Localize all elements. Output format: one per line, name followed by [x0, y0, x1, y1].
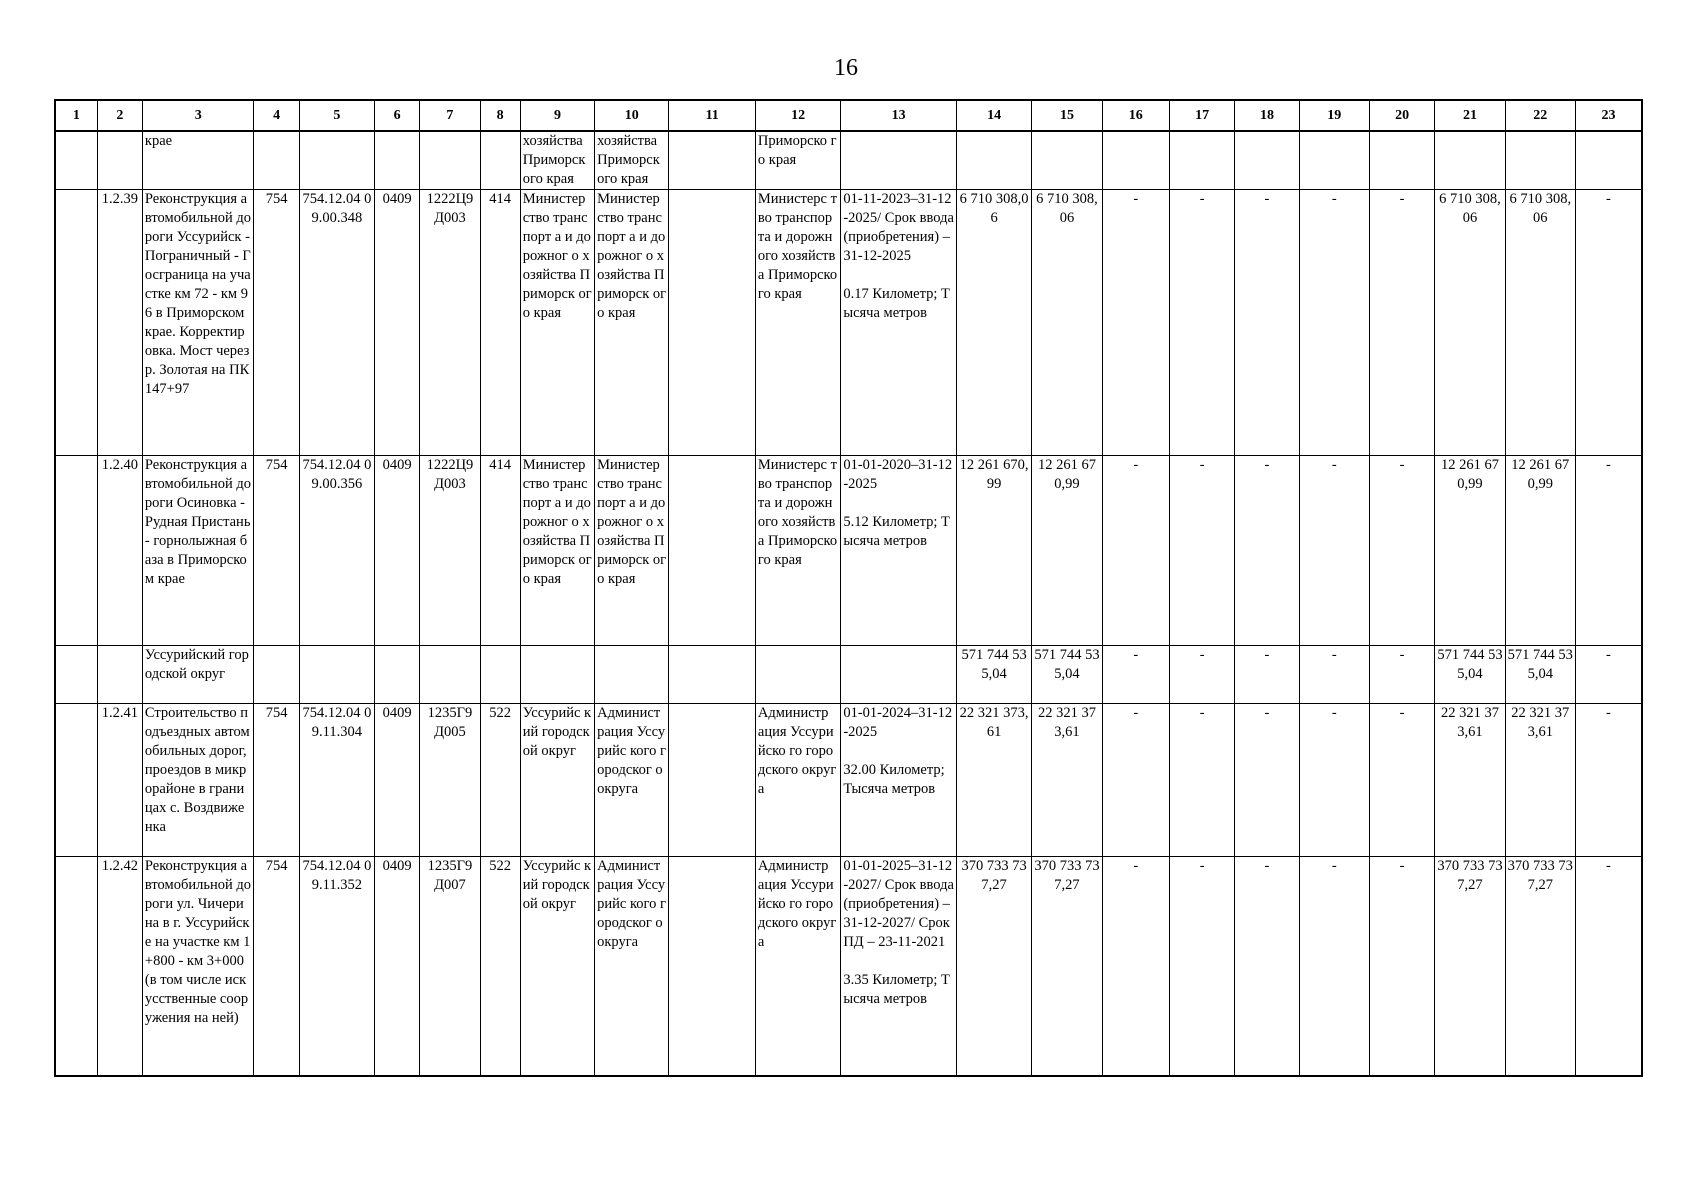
table-cell-col-22: 370 733 737,27	[1505, 857, 1575, 1076]
table-cell-col-20: -	[1369, 646, 1434, 704]
table-cell-col-6: 0409	[375, 190, 420, 456]
table-cell-col-23: -	[1575, 704, 1642, 857]
table-cell-col-7: 1222Ц9 Д003	[420, 456, 480, 646]
table-cell-col-20	[1369, 131, 1434, 190]
table-cell-col-15: 6 710 308,06	[1032, 190, 1102, 456]
table-cell-col-19: -	[1299, 704, 1369, 857]
table-cell-col-4	[254, 646, 299, 704]
table-cell-col-23: -	[1575, 190, 1642, 456]
column-header-1: 1	[55, 100, 97, 131]
table-cell-col-2: 1.2.40	[97, 456, 142, 646]
table-cell-col-18: -	[1235, 704, 1299, 857]
table-cell-col-9: хозяйства Приморск ого края	[520, 131, 594, 190]
column-header-6: 6	[375, 100, 420, 131]
table-cell-col-12: Администр ация Уссурийско го городского округа	[755, 704, 840, 857]
table-cell-col-9: Уссурийс кий городской округ	[520, 857, 594, 1076]
table-cell-col-6: 0409	[375, 456, 420, 646]
table-cell-col-1	[55, 857, 97, 1076]
table-cell-col-21: 12 261 670,99	[1435, 456, 1505, 646]
table-cell-col-14: 6 710 308,06	[956, 190, 1031, 456]
table-cell-col-3: Строительство подъездных автомобильных дорог, проездов в микрорайоне в границах с. Воздвиженка	[142, 704, 254, 857]
table-cell-col-2	[97, 646, 142, 704]
table-cell-col-21: 370 733 737,27	[1435, 857, 1505, 1076]
table-cell-col-19: -	[1299, 456, 1369, 646]
table-cell-col-17: -	[1169, 190, 1234, 456]
table-cell-col-7: 1222Ц9 Д003	[420, 190, 480, 456]
table-cell-col-2: 1.2.41	[97, 704, 142, 857]
table-cell-col-10: Админист рация Уссурийс кого городског о округа	[595, 704, 669, 857]
table-cell-col-22: 12 261 670,99	[1505, 456, 1575, 646]
table-cell-col-16: -	[1102, 857, 1169, 1076]
table-cell-col-10: Министер ство транспорт а и дорожног о хозяйства Приморск ого края	[595, 190, 669, 456]
column-header-23: 23	[1575, 100, 1642, 131]
table-cell-col-8: 414	[480, 456, 520, 646]
table-cell-col-2: 1.2.42	[97, 857, 142, 1076]
table-cell-col-11	[669, 646, 755, 704]
table-cell-col-8: 522	[480, 704, 520, 857]
table-cell-col-7	[420, 131, 480, 190]
table-cell-col-21: 22 321 373,61	[1435, 704, 1505, 857]
column-header-12: 12	[755, 100, 840, 131]
column-header-21: 21	[1435, 100, 1505, 131]
table-cell-col-17: -	[1169, 646, 1234, 704]
table-row	[55, 646, 1642, 704]
table-cell-col-1	[55, 646, 97, 704]
table-cell-col-8	[480, 131, 520, 190]
table-cell-col-11	[669, 456, 755, 646]
table-cell-col-20: -	[1369, 857, 1434, 1076]
column-header-18: 18	[1235, 100, 1299, 131]
table-cell-col-4	[254, 131, 299, 190]
table-cell-col-12: Администр ация Уссурийско го городского округа	[755, 857, 840, 1076]
column-header-8: 8	[480, 100, 520, 131]
investment-table	[54, 99, 1643, 1077]
table-cell-col-10: хозяйства Приморск ого края	[595, 131, 669, 190]
table-cell-col-3: Реконструкция автомобильной дороги Уссурийск - Пограничный - Госграница на участке км 72 - км 96 в Приморском крае. Корректировка. Мост через р. Золотая на ПК 147+97	[142, 190, 254, 456]
table-cell-col-9	[520, 646, 594, 704]
table-cell-col-4: 754	[254, 456, 299, 646]
table-cell-col-13: 01-01-2024–31-12-2025 32.00 Километр; Тысяча метров	[841, 704, 957, 857]
column-header-20: 20	[1369, 100, 1434, 131]
table-cell-col-1	[55, 704, 97, 857]
table-cell-col-11	[669, 131, 755, 190]
table-row	[55, 857, 1642, 1076]
table-cell-col-12: Министерс тво транспорта и дорожного хозяйства Приморско го края	[755, 456, 840, 646]
table-cell-col-14: 22 321 373,61	[956, 704, 1031, 857]
table-cell-col-1	[55, 131, 97, 190]
table-cell-col-5	[299, 131, 374, 190]
table-cell-col-12: Приморско го края	[755, 131, 840, 190]
table-cell-col-21: 6 710 308,06	[1435, 190, 1505, 456]
table-cell-col-8: 522	[480, 857, 520, 1076]
table-cell-col-10: Министер ство транспорт а и дорожног о хозяйства Приморск ого края	[595, 456, 669, 646]
column-header-11: 11	[669, 100, 755, 131]
table-cell-col-3: Реконструкция автомобильной дороги Осиновка - Рудная Пристань - горнолыжная база в Приморском крае	[142, 456, 254, 646]
table-cell-col-13: 01-11-2023–31-12-2025/ Срок ввода (приобретения) – 31-12-2025 0.17 Километр; Тысяча метров	[841, 190, 957, 456]
table-cell-col-23: -	[1575, 857, 1642, 1076]
column-header-17: 17	[1169, 100, 1234, 131]
table-row	[55, 190, 1642, 456]
table-cell-col-2: 1.2.39	[97, 190, 142, 456]
table-cell-col-4: 754	[254, 857, 299, 1076]
table-cell-col-12	[755, 646, 840, 704]
table-cell-col-3: крае	[142, 131, 254, 190]
table-cell-col-14: 12 261 670,99	[956, 456, 1031, 646]
table-cell-col-20: -	[1369, 456, 1434, 646]
table-cell-col-1	[55, 456, 97, 646]
column-header-4: 4	[254, 100, 299, 131]
table-cell-col-17	[1169, 131, 1234, 190]
table-cell-col-10: Админист рация Уссурийс кого городског о округа	[595, 857, 669, 1076]
table-cell-col-19	[1299, 131, 1369, 190]
table-cell-col-4: 754	[254, 704, 299, 857]
table-cell-col-22	[1505, 131, 1575, 190]
table-cell-col-14: 571 744 535,04	[956, 646, 1031, 704]
table-cell-col-23: -	[1575, 456, 1642, 646]
table-cell-col-19: -	[1299, 857, 1369, 1076]
table-cell-col-15: 12 261 670,99	[1032, 456, 1102, 646]
table-cell-col-11	[669, 704, 755, 857]
table-cell-col-13	[841, 131, 957, 190]
table-cell-col-18: -	[1235, 646, 1299, 704]
table-cell-col-8: 414	[480, 190, 520, 456]
table-cell-col-15: 370 733 737,27	[1032, 857, 1102, 1076]
page-number: 16	[834, 55, 858, 81]
table-cell-col-16: -	[1102, 646, 1169, 704]
table-cell-col-13: 01-01-2020–31-12-2025 5.12 Километр; Тысяча метров	[841, 456, 957, 646]
table-cell-col-7: 1235Г9 Д007	[420, 857, 480, 1076]
column-header-15: 15	[1032, 100, 1102, 131]
table-cell-col-13	[841, 646, 957, 704]
table-cell-col-6: 0409	[375, 857, 420, 1076]
table-cell-col-21: 571 744 535,04	[1435, 646, 1505, 704]
column-header-3: 3	[142, 100, 254, 131]
table-row	[55, 704, 1642, 857]
table-cell-col-15: 571 744 535,04	[1032, 646, 1102, 704]
table-cell-col-3: Уссурийский городской округ	[142, 646, 254, 704]
table-cell-col-6: 0409	[375, 704, 420, 857]
table-cell-col-2	[97, 131, 142, 190]
table-cell-col-11	[669, 190, 755, 456]
column-header-22: 22	[1505, 100, 1575, 131]
table-cell-col-1	[55, 190, 97, 456]
table-cell-col-5	[299, 646, 374, 704]
table-cell-col-6	[375, 646, 420, 704]
table-cell-col-20: -	[1369, 704, 1434, 857]
table-cell-col-14: 370 733 737,27	[956, 857, 1031, 1076]
table-cell-col-5: 754.12.04 09.00.356	[299, 456, 374, 646]
table-cell-col-9: Министер ство транспорт а и дорожног о хозяйства Приморск ого края	[520, 456, 594, 646]
column-header-9: 9	[520, 100, 594, 131]
column-header-5: 5	[299, 100, 374, 131]
table-cell-col-7: 1235Г9 Д005	[420, 704, 480, 857]
table-row	[55, 456, 1642, 646]
table-cell-col-15: 22 321 373,61	[1032, 704, 1102, 857]
table-cell-col-8	[480, 646, 520, 704]
column-header-13: 13	[841, 100, 957, 131]
table-cell-col-19: -	[1299, 190, 1369, 456]
table-cell-col-18: -	[1235, 857, 1299, 1076]
table-cell-col-7	[420, 646, 480, 704]
table-cell-col-6	[375, 131, 420, 190]
table-cell-col-22: 22 321 373,61	[1505, 704, 1575, 857]
table-cell-col-16: -	[1102, 190, 1169, 456]
column-number-header	[55, 100, 1642, 131]
table-cell-col-11	[669, 857, 755, 1076]
table-cell-col-12: Министерс тво транспорта и дорожного хозяйства Приморско го края	[755, 190, 840, 456]
table-cell-col-9: Уссурийс кий городской округ	[520, 704, 594, 857]
table-cell-col-22: 6 710 308,06	[1505, 190, 1575, 456]
table-cell-col-13: 01-01-2025–31-12-2027/ Срок ввода (приобретения) – 31-12-2027/ Срок ПД – 23-11-2021 3.35 Километр; Тысяча метров	[841, 857, 957, 1076]
table-cell-col-16: -	[1102, 456, 1169, 646]
table-cell-col-17: -	[1169, 704, 1234, 857]
table-cell-col-5: 754.12.04 09.11.352	[299, 857, 374, 1076]
table-cell-col-15	[1032, 131, 1102, 190]
table-cell-col-5: 754.12.04 09.11.304	[299, 704, 374, 857]
table-cell-col-16: -	[1102, 704, 1169, 857]
column-header-10: 10	[595, 100, 669, 131]
table-cell-col-5: 754.12.04 09.00.348	[299, 190, 374, 456]
table-cell-col-10	[595, 646, 669, 704]
table-cell-col-17: -	[1169, 857, 1234, 1076]
table-cell-col-17: -	[1169, 456, 1234, 646]
table-cell-col-23	[1575, 131, 1642, 190]
table-cell-col-18: -	[1235, 456, 1299, 646]
table-cell-col-14	[956, 131, 1031, 190]
table-cell-col-3: Реконструкция автомобильной дороги ул. Чичерина в г. Уссурийске на участке км 1+800 - км 3+000 (в том числе искусственные сооружения на ней)	[142, 857, 254, 1076]
table-cell-col-16	[1102, 131, 1169, 190]
column-header-14: 14	[956, 100, 1031, 131]
column-header-7: 7	[420, 100, 480, 131]
column-header-2: 2	[97, 100, 142, 131]
table-cell-col-21	[1435, 131, 1505, 190]
table-cell-col-18: -	[1235, 190, 1299, 456]
column-header-19: 19	[1299, 100, 1369, 131]
table-cell-col-19: -	[1299, 646, 1369, 704]
table-cell-col-4: 754	[254, 190, 299, 456]
table-cell-col-20: -	[1369, 190, 1434, 456]
table-cell-col-9: Министер ство транспорт а и дорожног о хозяйства Приморск ого края	[520, 190, 594, 456]
table-cell-col-22: 571 744 535,04	[1505, 646, 1575, 704]
column-header-16: 16	[1102, 100, 1169, 131]
table-cell-col-18	[1235, 131, 1299, 190]
table-row	[55, 131, 1642, 190]
table-cell-col-23: -	[1575, 646, 1642, 704]
